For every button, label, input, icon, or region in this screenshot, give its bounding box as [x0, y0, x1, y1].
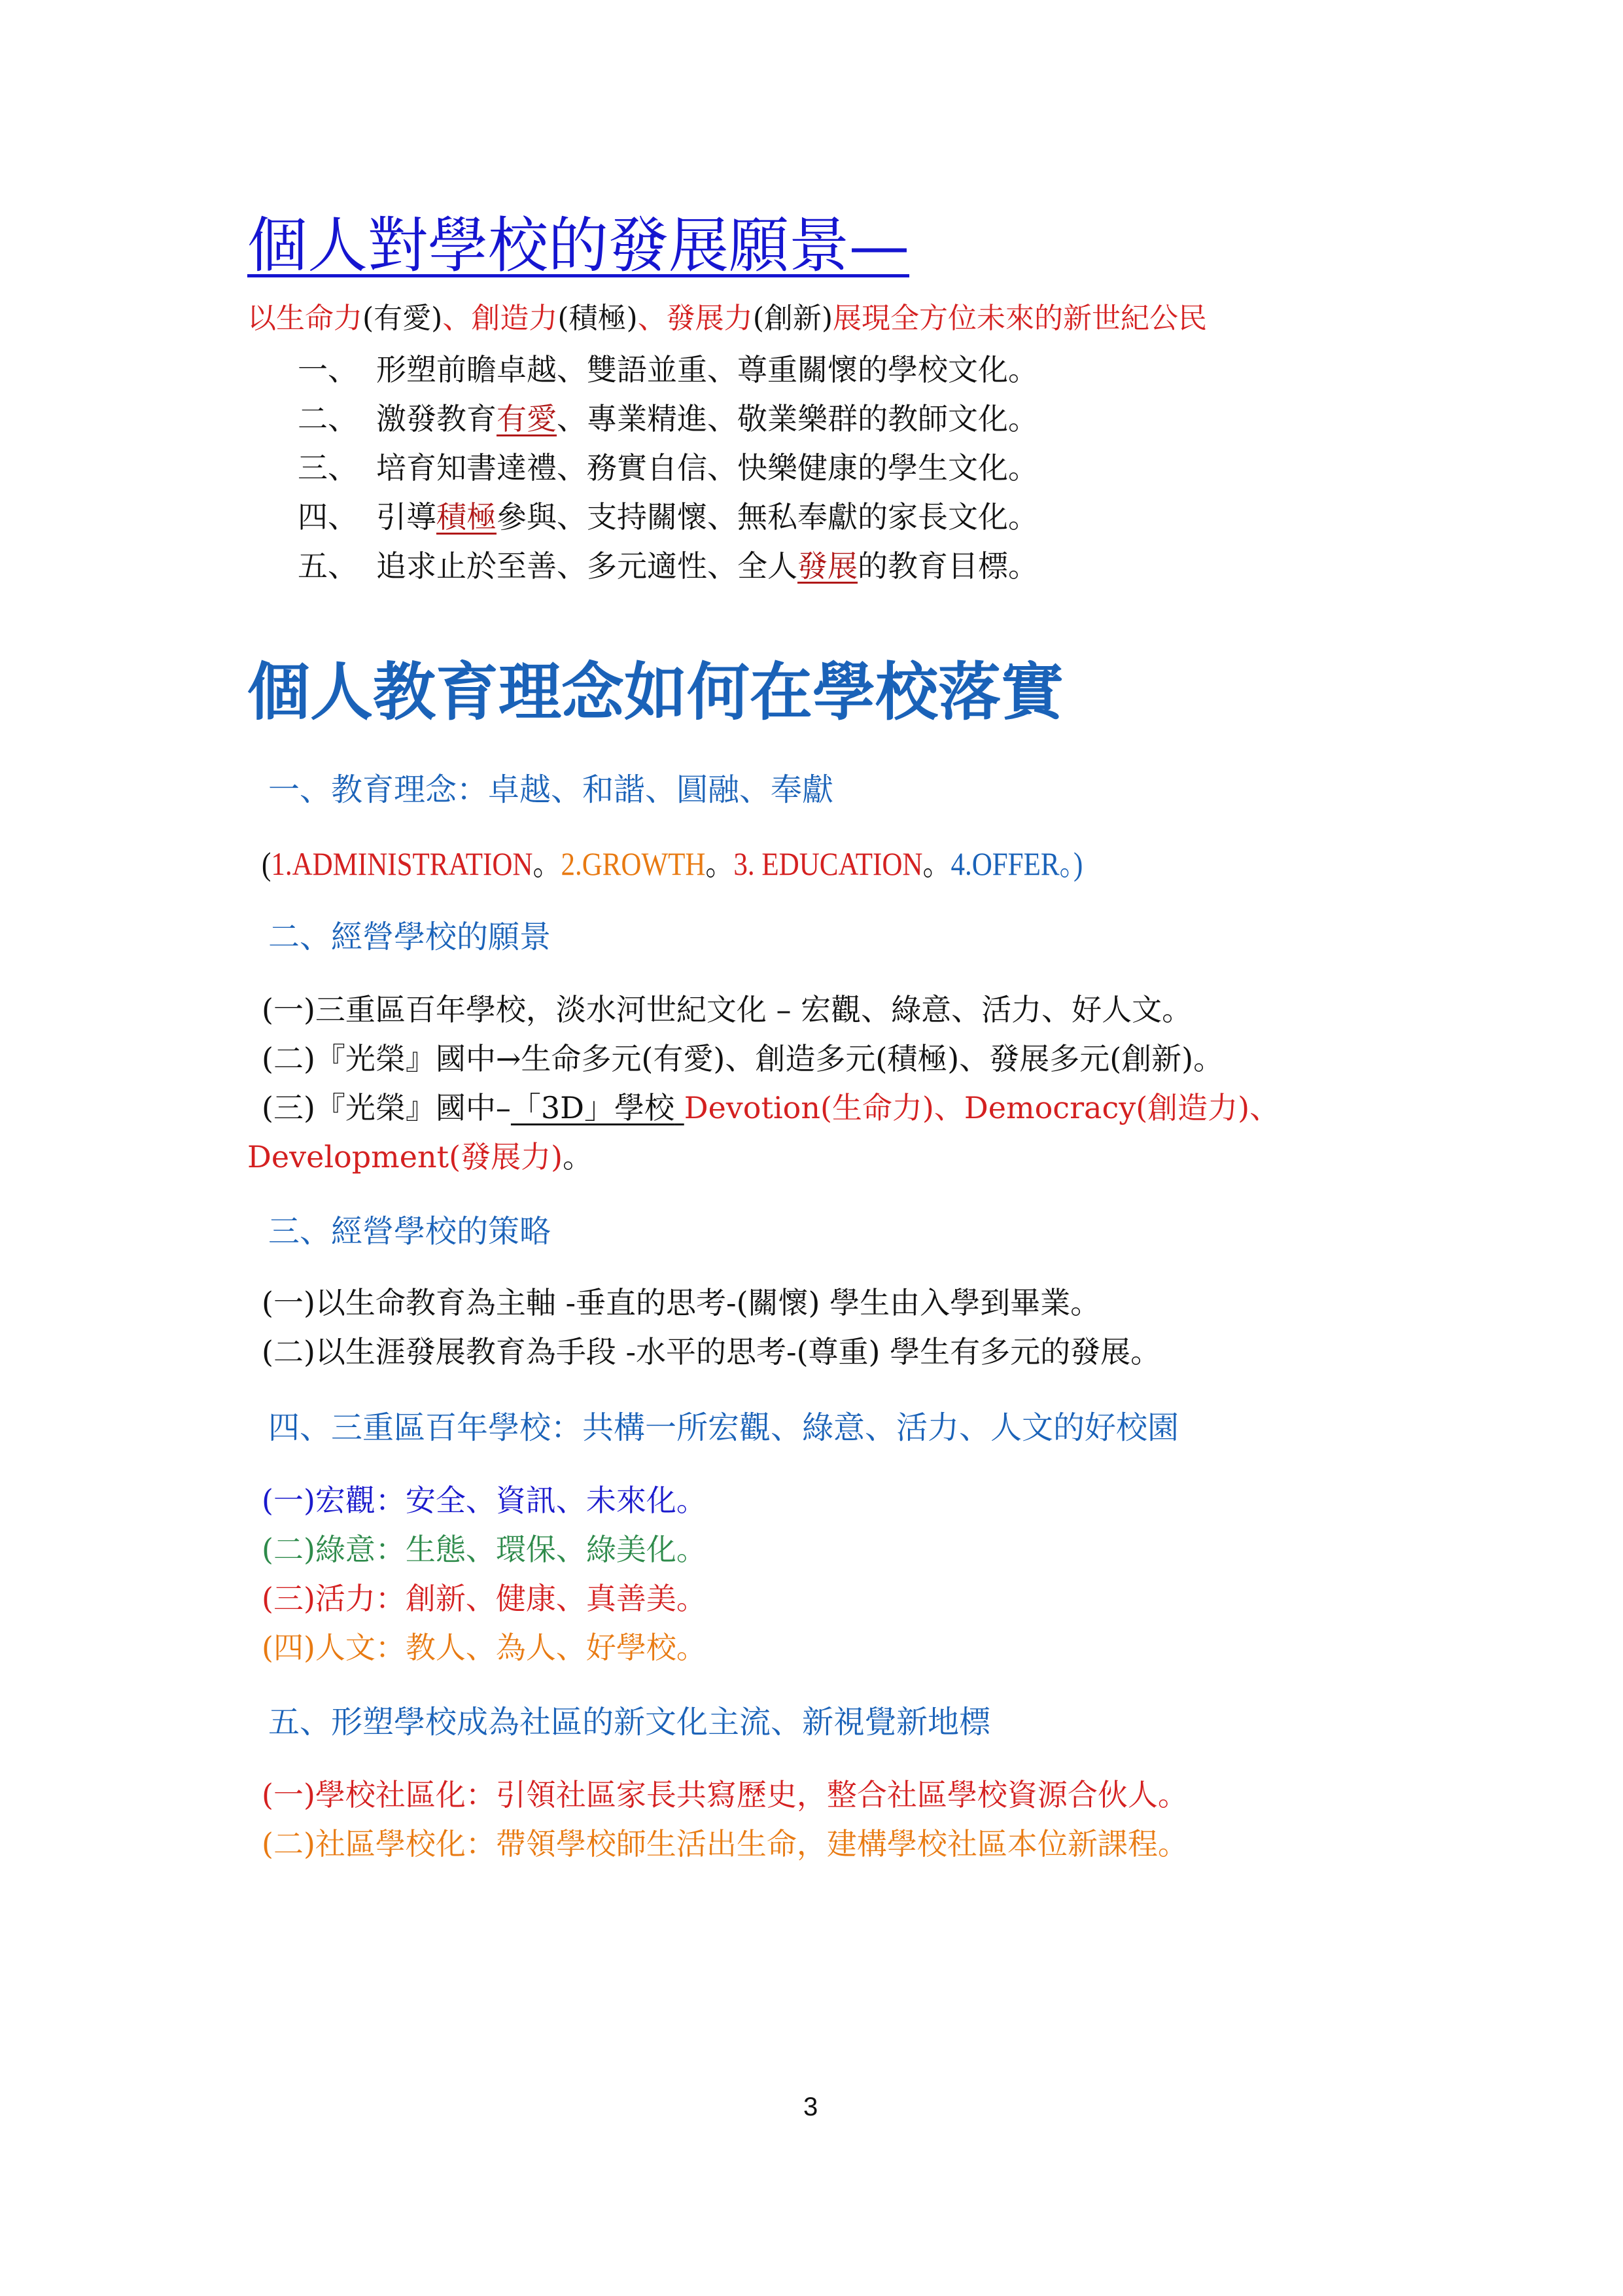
vision-subtitle: 以生命力(有愛)、創造力(積極)、發展力(創新)展現全方位未來的新世紀公民 — [247, 302, 1208, 335]
page-number: 3 — [803, 2093, 818, 2121]
strategy-line: (一)以生命教育為主軸 -垂直的思考-(關懷) 學生由入學到畢業。 — [262, 1285, 1101, 1320]
vision-line: Development(發展力)。 — [247, 1139, 593, 1174]
section-heading: 五、形塑學校成為社區的新文化主流、新視覺新地標 — [268, 1704, 991, 1740]
section-heading: 一、教育理念：卓越、和諧、圓融、奉獻 — [268, 771, 834, 808]
campus-line: (一)宏觀：安全、資訊、未來化。 — [262, 1483, 707, 1518]
philosophy-title: 個人教育理念如何在學校落實 — [247, 655, 1064, 729]
campus-line: (四)人文：教人、為人、好學校。 — [262, 1630, 707, 1665]
community-line: (一)學校社區化：引領社區家長共寫歷史，整合社區學校資源合伙人。 — [262, 1777, 1188, 1812]
strategy-line: (二)以生涯發展教育為手段 -水平的思考-(尊重) 學生有多元的發展。 — [262, 1334, 1161, 1369]
vision-title: 個人對學校的發展願景— — [247, 211, 910, 281]
acronym-line: (1.ADMINISTRATION。2.GROWTH。3. EDUCATION。4.OFFER。) — [262, 845, 1083, 882]
section-heading: 四、三重區百年學校：共構一所宏觀、綠意、活力、人文的好校園 — [268, 1409, 1179, 1446]
community-line: (二)社區學校化：帶領學校師生活出生命，建構學校社區本位新課程。 — [262, 1826, 1188, 1862]
vision-item: 一、 形塑前瞻卓越、雙語並重、尊重關懷的學校文化。 — [298, 352, 1038, 387]
vision-line: (三)『光榮』國中–「3D」學校 Devotion(生命力)、Democracy(創造力)、 — [262, 1090, 1280, 1125]
section-heading: 二、經營學校的願景 — [268, 919, 551, 955]
vision-line: (二)『光榮』國中→生命多元(有愛)、創造多元(積極)、發展多元(創新)。 — [262, 1041, 1224, 1076]
campus-line: (二)綠意：生態、環保、綠美化。 — [262, 1532, 707, 1567]
vision-item: 三、 培育知書達禮、務實自信、快樂健康的學生文化。 — [298, 450, 1038, 486]
vision-line: (一)三重區百年學校，淡水河世紀文化 – 宏觀、綠意、活力、好人文。 — [262, 992, 1193, 1027]
vision-item: 四、 引導積極參與、支持關懷、無私奉獻的家長文化。 — [298, 499, 1038, 535]
vision-item: 五、 追求止於至善、多元適性、全人發展的教育目標。 — [298, 548, 1038, 584]
campus-line: (三)活力：創新、健康、真善美。 — [262, 1581, 707, 1616]
section-heading: 三、經營學校的策略 — [268, 1213, 551, 1250]
vision-item: 二、 激發教育有愛、專業精進、敬業樂群的教師文化。 — [298, 401, 1038, 436]
